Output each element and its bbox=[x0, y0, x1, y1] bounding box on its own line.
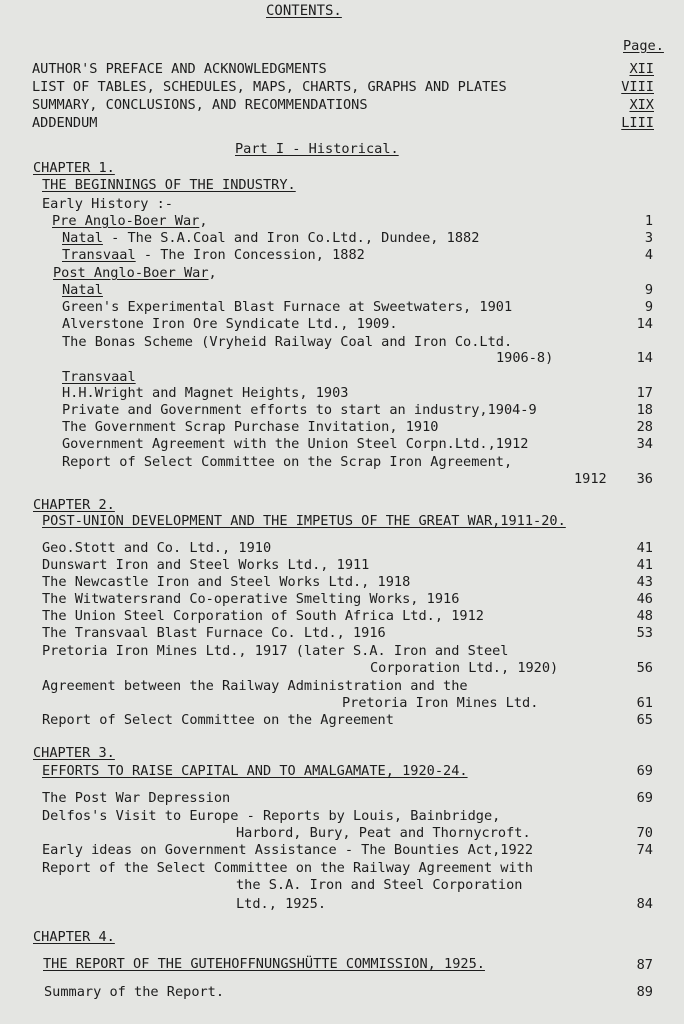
toc-entry: Government Agreement with the Union Steel Corpn.Ltd.,1912 bbox=[62, 436, 529, 452]
toc-entry-continuation: Corporation Ltd., 1920) bbox=[370, 660, 559, 676]
part-title: Part I - Historical. bbox=[235, 141, 399, 157]
toc-page-number: 56 bbox=[636, 660, 653, 676]
toc-entry: The Newcastle Iron and Steel Works Ltd., 1918 bbox=[42, 574, 411, 590]
toc-entry-continuation: Pretoria Iron Mines Ltd. bbox=[342, 695, 539, 711]
toc-page-number: 65 bbox=[636, 712, 653, 728]
toc-entry bbox=[62, 247, 365, 264]
toc-entry: The Post War Depression bbox=[42, 790, 231, 806]
toc-page-number: 53 bbox=[636, 625, 653, 641]
toc-page-number: 70 bbox=[636, 825, 653, 841]
toc-entry: Delfos's Visit to Europe - Reports by Louis, Bainbridge, bbox=[42, 808, 501, 824]
toc-entry: Summary of the Report. bbox=[44, 984, 225, 1000]
toc-page-number: 34 bbox=[636, 436, 653, 452]
toc-page-number: 9 bbox=[644, 282, 653, 298]
toc-page-number: 3 bbox=[644, 230, 653, 246]
toc-entry: Green's Experimental Blast Furnace at Sweetwaters, 1901 bbox=[62, 299, 513, 315]
toc-entry: Dunswart Iron and Steel Works Ltd., 1911 bbox=[42, 557, 370, 573]
toc-entry: H.H.Wright and Magnet Heights, 1903 bbox=[62, 385, 349, 401]
toc-page-number: 17 bbox=[636, 385, 653, 401]
front-matter-label: SUMMARY, CONCLUSIONS, AND RECOMMENDATIONS bbox=[32, 97, 368, 113]
front-matter-label: ADDENDUM bbox=[32, 115, 98, 131]
toc-entry: The Union Steel Corporation of South Africa Ltd., 1912 bbox=[42, 608, 484, 624]
toc-entry bbox=[52, 213, 208, 230]
toc-entry: Agreement between the Railway Administration and the bbox=[42, 678, 468, 694]
toc-entry: The Government Scrap Purchase Invitation, 1910 bbox=[62, 419, 439, 435]
toc-entry-continuation: the S.A. Iron and Steel Corporation bbox=[236, 877, 523, 893]
toc-page-number: 4 bbox=[644, 247, 653, 263]
toc-page-number: 69 bbox=[636, 763, 653, 779]
toc-page-number: 41 bbox=[636, 540, 653, 556]
toc-page-number: 87 bbox=[636, 957, 653, 973]
toc-entry: Transvaal bbox=[62, 369, 136, 385]
toc-entry: Report of Select Committee on the Scrap Iron Agreement, bbox=[62, 454, 513, 470]
entry-label: Transvaal bbox=[62, 247, 136, 263]
toc-entry: Alverstone Iron Ore Syndicate Ltd., 1909. bbox=[62, 316, 398, 332]
entry-label: Natal bbox=[62, 230, 103, 246]
toc-entry: The Bonas Scheme (Vryheid Railway Coal and Iron Co.Ltd. bbox=[62, 334, 513, 350]
toc-entry: The Witwatersrand Co-operative Smelting Works, 1916 bbox=[42, 591, 460, 607]
chapter-heading: CHAPTER 3. bbox=[33, 745, 115, 761]
toc-entry-continuation: Ltd., 1925. bbox=[236, 896, 327, 912]
toc-page-number: 46 bbox=[636, 591, 653, 607]
front-matter-page: XII bbox=[629, 61, 654, 77]
toc-page-number: 18 bbox=[636, 402, 653, 418]
chapter-title: THE BEGINNINGS OF THE INDUSTRY. bbox=[42, 177, 296, 193]
toc-page-number: 14 bbox=[636, 350, 653, 366]
chapter-heading: CHAPTER 4. bbox=[33, 929, 115, 945]
toc-page-number: 89 bbox=[636, 984, 653, 1000]
toc-entry: Private and Government efforts to start an industry,1904-9 bbox=[62, 402, 537, 418]
entry-label: Post Anglo-Boer War bbox=[53, 265, 209, 281]
toc-page-number: 74 bbox=[636, 842, 653, 858]
front-matter-label: LIST OF TABLES, SCHEDULES, MAPS, CHARTS, GRAPHS AND PLATES bbox=[32, 79, 507, 95]
toc-page-number: 43 bbox=[636, 574, 653, 590]
toc-page-number: 28 bbox=[636, 419, 653, 435]
front-matter-page: LIII bbox=[621, 115, 654, 131]
toc-entry bbox=[53, 265, 217, 282]
toc-entry: Pretoria Iron Mines Ltd., 1917 (later S.A. Iron and Steel bbox=[42, 643, 509, 659]
page-title: CONTENTS. bbox=[266, 3, 342, 19]
chapter-title: THE REPORT OF THE GUTEHOFFNUNGSHÜTTE COMMISSION, 1925. bbox=[43, 956, 485, 972]
toc-entry-continuation: Harbord, Bury, Peat and Thornycroft. bbox=[236, 825, 531, 841]
front-matter-page: XIX bbox=[629, 97, 654, 113]
toc-page-number: 9 bbox=[644, 299, 653, 315]
toc-entry: Early ideas on Government Assistance - The Bounties Act,1922 bbox=[42, 842, 534, 858]
entry-label: Pre Anglo-Boer War bbox=[52, 213, 200, 229]
toc-page-number: 1 bbox=[644, 213, 653, 229]
entry-label: - The S.A.Coal and Iron Co.Ltd., Dundee, 1882 bbox=[102, 230, 480, 246]
chapter-title: POST-UNION DEVELOPMENT AND THE IMPETUS OF THE GREAT WAR,1911-20. bbox=[42, 513, 566, 529]
toc-page-number: 69 bbox=[636, 790, 653, 806]
entry-label: , bbox=[208, 265, 217, 281]
page-column-header: Page. bbox=[623, 38, 664, 54]
front-matter-page: VIII bbox=[621, 79, 654, 95]
toc-entry: Natal bbox=[62, 282, 103, 298]
chapter-heading: CHAPTER 1. bbox=[33, 160, 115, 176]
toc-page-number: 61 bbox=[636, 695, 653, 711]
toc-entry: Report of Select Committee on the Agreement bbox=[42, 712, 394, 728]
toc-entry: Report of the Select Committee on the Railway Agreement with bbox=[42, 860, 534, 876]
toc-entry: Early History :- bbox=[42, 196, 173, 212]
entry-label: , bbox=[199, 213, 208, 229]
front-matter-label: AUTHOR'S PREFACE AND ACKNOWLEDGMENTS bbox=[32, 61, 327, 77]
toc-entry-continuation: 1912 bbox=[574, 471, 607, 487]
toc-page-number: 36 bbox=[636, 471, 653, 487]
toc-entry-continuation: 1906-8) bbox=[496, 350, 554, 366]
toc-page-number: 14 bbox=[636, 316, 653, 332]
toc-entry bbox=[62, 230, 479, 247]
toc-page-number: 48 bbox=[636, 608, 653, 624]
toc-entry: Geo.Stott and Co. Ltd., 1910 bbox=[42, 540, 272, 556]
entry-label: - The Iron Concession, 1882 bbox=[135, 247, 365, 263]
chapter-title: EFFORTS TO RAISE CAPITAL AND TO AMALGAMATE, 1920-24. bbox=[42, 763, 468, 779]
toc-entry: The Transvaal Blast Furnace Co. Ltd., 1916 bbox=[42, 625, 386, 641]
chapter-heading: CHAPTER 2. bbox=[33, 497, 115, 513]
toc-page-number: 41 bbox=[636, 557, 653, 573]
toc-page-number: 84 bbox=[636, 896, 653, 912]
